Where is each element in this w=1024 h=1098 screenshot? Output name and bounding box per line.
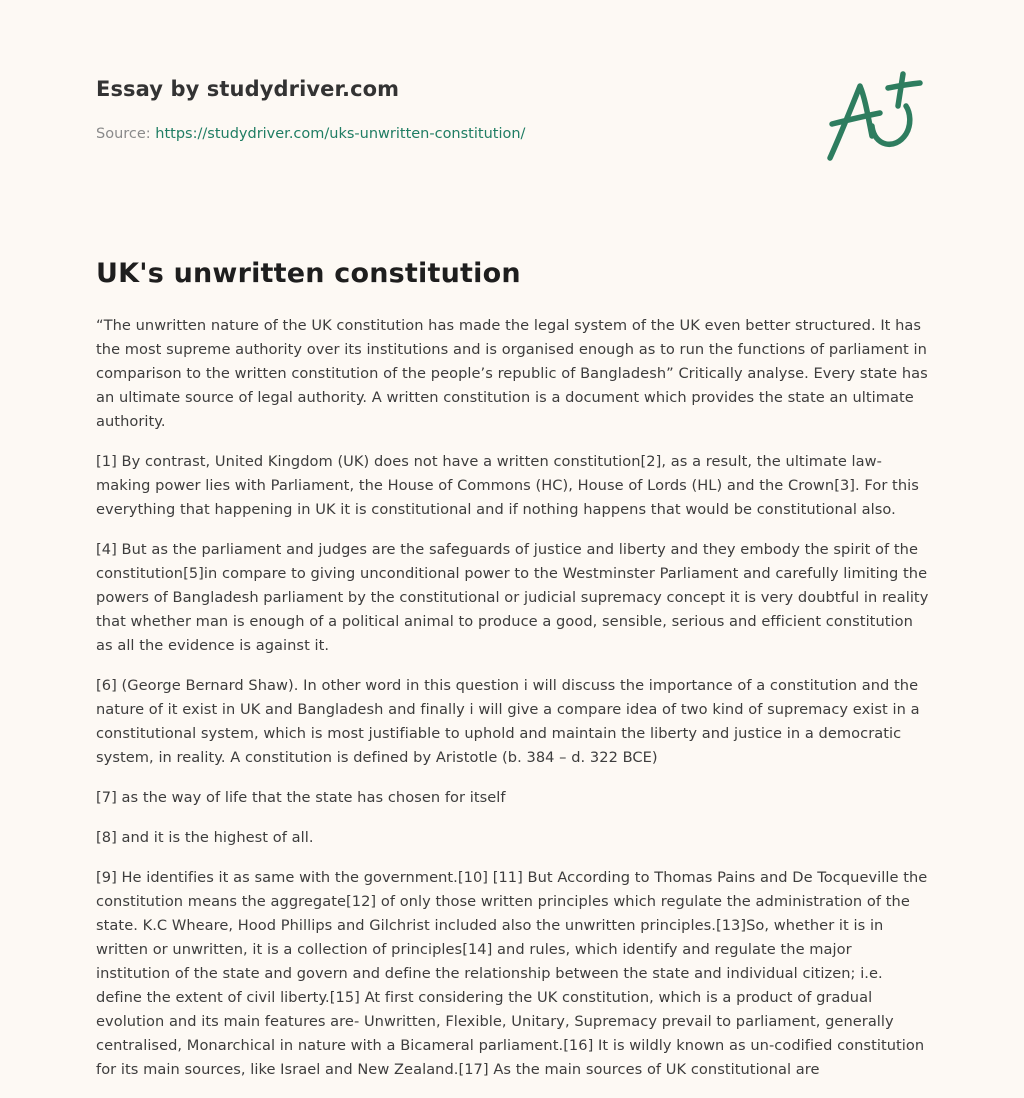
paragraph: [7] as the way of life that the state has chosen for itself <box>96 789 506 806</box>
a-plus-grade-icon <box>820 66 930 166</box>
brand-heading: Essay by studydriver.com <box>96 77 400 101</box>
page-header <box>96 74 926 142</box>
paragraph: [6] (George Bernard Shaw). In other word in this question i will discuss the importance of a constitution and the nature of it exist in UK and Bangladesh and finally i will give a compare idea of two kind of supremacy exist in a constitutional system, which is most justifiable to uphold and maintain the liberty and justice in a democratic system, in reality. A constitution is defined by Aristotle (b. 384 – d. 322 BCE) <box>96 677 920 766</box>
document-title: UK's unwritten constitution <box>96 258 521 289</box>
paragraph: [9] He identifies it as same with the government.[10] [11] But According to Thomas Pains and De Tocqueville the constitution means the aggregate[12] of only those written principles which regulate the administration of the state. K.C Wheare, Hood Phillips and Gilchrist included also the unwritten principles.[13]So, whether it is in written or unwritten, it is a collection of principles[14] and rules, which identify and regulate the major institution of the state and govern and define the relationship between the state and individual citizen; i.e. define the extent of civil liberty.[15] At first considering the UK constitution, which is a product of gradual evolution and its main features are- Unwritten, Flexible, Unitary, Supremacy prevail to parliament, generally centralised, Monarchical in nature with a Bicameral parliament.[16] It is wildly known as un-codified constitution for its main sources, like Israel and New Zealand.[17] As the main sources of UK constitutional are <box>96 869 928 1078</box>
document-body <box>96 314 930 1098</box>
paragraph: [1] By contrast, United Kingdom (UK) does not have a written constitution[2], as a result, the ultimate law-making power lies with Parliament, the House of Commons (HC), House of Lords (HL) and the Crown[3]. For this everything that happening in UK it is constitutional and if nothing happens that would be constitutional also. <box>96 453 919 518</box>
source-line <box>96 124 525 144</box>
source-label: Source: <box>96 126 156 142</box>
paragraph: [4] But as the parliament and judges are the safeguards of justice and liberty and they embody the spirit of the constitution[5]in compare to giving unconditional power to the Westminster Parliament and carefully limiting the powers of Bangladesh parliament by the constitutional or judicial supremacy concept it is very doubtful in reality that whether man is enough of a political animal to produce a good, sensible, serious and efficient constitution as all the evidence is against it. <box>96 541 929 654</box>
source-link[interactable]: https://studydriver.com/uks-unwritten-constitution/ <box>155 126 526 142</box>
paragraph: “The unwritten nature of the UK constitution has made the legal system of the UK even better structured. It has the most supreme authority over its institutions and is organised enough as to run the functions of parliament in comparison to the written constitution of the people’s republic of Bangladesh” Critically analyse. Every state has an ultimate source of legal authority. A written constitution is a document which provides the state an ultimate authority. <box>96 317 928 430</box>
paragraph: [8] and it is the highest of all. <box>96 829 314 846</box>
